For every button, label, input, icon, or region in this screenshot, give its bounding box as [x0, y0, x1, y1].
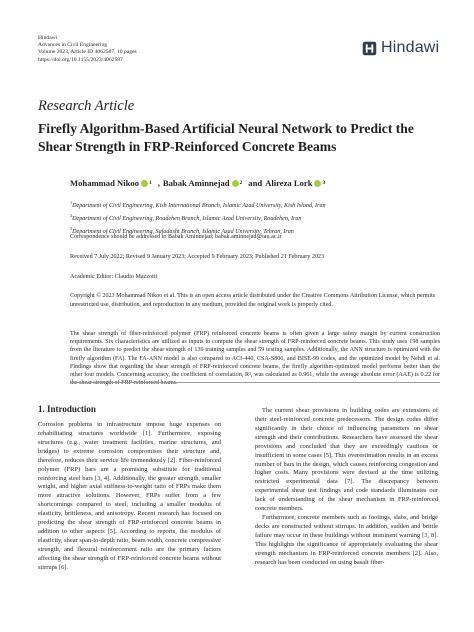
affiliation-list	[70, 198, 326, 238]
body-column-left	[38, 421, 221, 573]
author-affiliation-mark: 1	[149, 180, 152, 186]
author-affiliation-mark: 3	[322, 180, 326, 186]
journal-name: Advances in Civil Engineering	[38, 42, 108, 49]
logo-text: Hindawi	[381, 39, 440, 56]
affiliation-item: $^2$Department of Civil Engineering, Roudehen Branch, Islamic Azad University, Roudehen, Iran	[70, 213, 302, 223]
correspondence-note: Correspondence should be addressed to Babak Aminnejad; babak.aminnejad@iau.ac.ir	[70, 234, 282, 240]
body-paragraph: The current shear provisions in building codes are extensions of their steel-reinforced concrete predecessors. The design codes differ significantly in their choice of influencing parameters on shear strength and their contributions. Researchers have assessed the shear provisions and concluded that they are exceedingly cautious or insufficient in some cases [5]. This overestimation results in an excess number of bars in the design, which causes reinforcing congestion and higher costs. Many provisions were devised at the time utilizing restricted experimental data [7]. The discrepancy between experimental shear test findings and code standards illuminates our lack of understanding of the shear mechanism in FRP-reinforced concrete members.	[255, 407, 438, 513]
author-list: Mohammad Nikoo 1 , Babak Aminnejad 2 and Alireza Lork 3	[70, 178, 326, 188]
author-conjunction: and	[248, 178, 263, 188]
affiliation-item: $^1$Department of Civil Engineering, Kish International Branch, Islamic Azad University, Kish Island, Iran	[70, 200, 326, 210]
article-title: Firefly Algorithm-Based Artificial Neural Network to Predict the Shear Strength in FRP-Reinforced Concrete Beams	[38, 121, 414, 154]
affiliation-item: $^3$Department of Civil Engineering, Safadasht Branch, Islamic Azad University, Tehran, Iran	[70, 226, 294, 236]
author-name[interactable]: Babak Aminnejad	[162, 178, 230, 188]
author-affiliation-mark: 2	[239, 180, 243, 186]
publication-dates: Received 7 July 2022; Revised 9 January 2023; Accepted 9 February 2023; Published 21 February 2023	[70, 254, 325, 260]
author-name[interactable]: Mohammad Nikoo	[70, 178, 139, 188]
publisher-logo	[362, 37, 439, 59]
body-paragraph: Furthermore, concrete members such as footings, slabs, and bridge decks are constructed without stirrups. In addition, sudden and brittle failure may occur in these buildings without imminent warning [3, 8]. This highlights the significance of appropriately evaluating the shear strength mechanism in FRP-reinforced concrete members [2]. Also, research has been conducted on using basalt fiber-	[255, 514, 438, 566]
journal-metadata	[38, 35, 137, 64]
article-type: Research Article	[38, 98, 135, 114]
volume-info: Volume 2023, Article ID 4062587, 10 pages	[38, 49, 137, 56]
publisher-name: Hindawi	[38, 35, 58, 41]
doi-link[interactable]: https://doi.org/10.1155/2023/4062587	[38, 56, 123, 63]
body-column-right	[255, 407, 438, 568]
hindawi-logo-icon	[362, 41, 377, 56]
author-name[interactable]: Alireza Lork	[265, 178, 313, 188]
academic-editor: Academic Editor: Claudio Mazzotti	[70, 274, 158, 280]
section-heading: 1. Introduction	[38, 404, 96, 414]
abstract-text: The shear strength of fiber-reinforced polymer (FRP) reinforced concrete beams is often given a large safety margin by current construction requirements. Six characteristics are utilized as inputs to compute the shear strength of FRP-reinforced concrete beams. This study uses 198 samples from the literature to predict the shear strength of 139 training samples and 59 testing samples. Additionally, the ANN structure is optimized with the firefly algorithm (FA). The FA-ANN model is also compared to ACI-440, CSA-S806, and BISE-99 codes, and the optimized model by Nehdi et al. Findings show that regarding the shear strength of FRP-reinforced concrete beams, the firefly algorithm-optimized model performs better than the other four models. Concerning accuracy, the coefficient of correlation, R², was calculated as 0.961, while the average absolute error (AAE) is 0.22 for the shear strength of FRP-reinforced beams.	[70, 331, 440, 387]
orcid-icon[interactable]	[232, 180, 239, 187]
orcid-icon[interactable]	[314, 180, 321, 187]
copyright-notice: Copyright © 2023 Mohammad Nikoo et al. This is an open access article distributed under the Creative Commons Attribution License, which permits unrestricted use, distribution, and reproduction in any medium, provided the original work is properly cited.	[70, 293, 436, 308]
section-divider	[70, 382, 440, 383]
orcid-icon[interactable]	[141, 180, 148, 187]
body-paragraph: Corrosion problems in infrastructure impose huge expenses on rehabilitating structures worldwide [1]. Furthermore, exposing structures (e.g., water treatment facilities, marine structures, and bridges) to extreme corrosion compromises their structure and, therefore, reduces their service life tremendously [2]. Fiber-reinforced polymer (FRP) bars are a promising substitute for traditional reinforcing steel bars [3, 4]. Additionally, the greater strength, smaller weight, and higher axial stiffness-to-weight ratio of FRPs make them more attractive solutions. However, FRPs suffer from a few shortcomings compared to steel, including a smaller modulus of elasticity, brittleness, and anisotropy. Recent research has focused on predicting the shear strength of FRP-reinforced concrete beams in addition to other aspects [5]. According to reports, the modulus of elasticity, shear span-to-depth ratio, beam width, concrete compressive strength, and flexural reinforcement ratio are the primary factors affecting the shear strength of FRP-reinforced concrete beams without stirrups [6].	[38, 421, 221, 571]
